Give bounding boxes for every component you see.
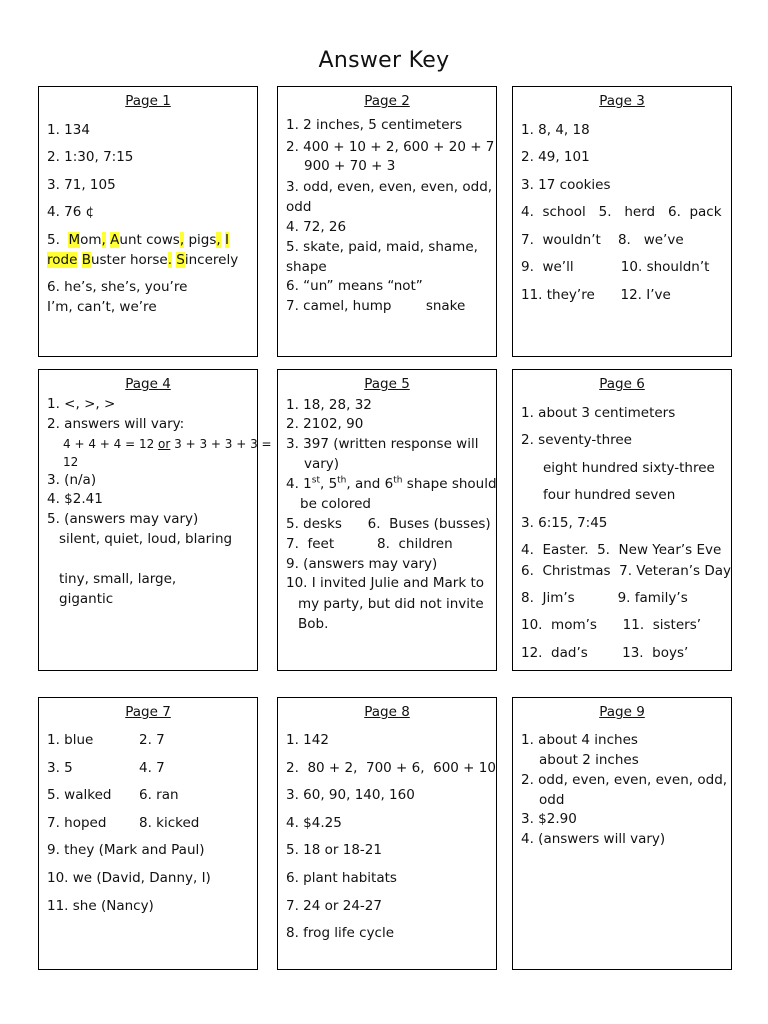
superscript: th (337, 475, 347, 486)
answer-line: 1. 134 (47, 122, 90, 138)
answer-line: 3. odd, even, even, even, odd, (286, 179, 493, 195)
answer-line: 8. frog life cycle (286, 925, 395, 941)
answer-line: 10. we (David, Danny, I) (47, 870, 211, 886)
answer-line: 9. they (Mark and Paul) (47, 842, 205, 858)
answer-line: 12. dad’s 13. boys’ (521, 645, 689, 661)
answer-line: 8. Jim’s 9. family’s (521, 590, 688, 606)
answer-line: Bob. (298, 616, 329, 632)
answer-line: 6. he’s, she’s, you’re (47, 279, 188, 295)
box-heading: Page 9 (599, 704, 645, 720)
box-heading: Page 7 (125, 704, 171, 720)
answer-line: 5. walked (47, 787, 112, 803)
answer-line: 12 (63, 455, 79, 469)
answer-line: gigantic (59, 591, 114, 607)
text: uster horse (90, 252, 168, 268)
answer-line: 7. hoped (47, 815, 107, 831)
answer-line: 10. I invited Julie and Mark to (286, 575, 484, 591)
answer-line: 6. “un” means “not” (286, 278, 423, 294)
highlight: rode (47, 252, 78, 268)
answer-line: 4. 72, 26 (286, 219, 347, 235)
box-heading: Page 3 (599, 93, 645, 109)
answer-line: 6. Christmas 7. Veteran’s Day (521, 563, 732, 579)
answer-line: 4. (answers will vary) (521, 831, 666, 847)
box-heading: Page 5 (364, 376, 410, 392)
answer-line: 1. blue (47, 732, 94, 748)
answer-line: 3. 6:15, 7:45 (521, 515, 608, 531)
answer-line: 900 + 70 + 3 (304, 158, 396, 174)
answer-line-highlighted (47, 232, 229, 248)
text: pigs (184, 232, 217, 248)
answer-box-page-3 (512, 86, 732, 357)
answer-line: 4. 7 (139, 760, 165, 776)
answer-line: about 2 inches (539, 752, 639, 768)
text: unt cows (119, 232, 180, 248)
answer-line: eight hundred sixty-three (543, 460, 715, 476)
box-heading: Page 4 (125, 376, 171, 392)
box-heading: Page 2 (364, 93, 410, 109)
text: 5. (47, 232, 69, 248)
highlight: , (179, 232, 185, 248)
answer-line: 2. odd, even, even, even, odd, (521, 772, 728, 788)
answer-line: 11. she (Nancy) (47, 898, 154, 914)
box-heading: Page 1 (125, 93, 171, 109)
answer-line: 3. 17 cookies (521, 177, 611, 193)
answer-line: I’m, can’t, we’re (47, 299, 157, 315)
box-heading: Page 6 (599, 376, 645, 392)
text: , 5 (319, 476, 338, 492)
answer-line: 2. 7 (139, 732, 165, 748)
answer-line: 2. 400 + 10 + 2, 600 + 20 + 7 (286, 139, 495, 155)
answer-box-page-2 (277, 86, 497, 357)
answer-line: 3. (n/a) (47, 472, 97, 488)
answer-line: 1. 18, 28, 32 (286, 397, 372, 413)
answer-line: silent, quiet, loud, blaring (59, 531, 233, 547)
answer-line: 4. 76 ¢ (47, 204, 95, 220)
answer-line: 3. 5 (47, 760, 73, 776)
answer-line: 5. 18 or 18-21 (286, 842, 382, 858)
answer-box-page-8 (277, 697, 497, 970)
answer-line: 4. school 5. herd 6. pack (521, 204, 722, 220)
highlight: , (216, 232, 221, 248)
answer-line: 2. 80 + 2, 700 + 6, 600 + 10 (286, 760, 496, 776)
answer-line: 2. seventy-three (521, 432, 632, 448)
highlight: , (101, 232, 106, 248)
answer-box-page-1 (38, 86, 258, 357)
highlight: . (167, 252, 172, 268)
answer-line: 7. wouldn’t 8. we’ve (521, 232, 684, 248)
answer-line: vary) (304, 456, 340, 472)
text: shape should (402, 476, 497, 492)
superscript: th (393, 475, 403, 486)
answer-line: 1. about 4 inches (521, 732, 638, 748)
text: incerely (184, 252, 239, 268)
answer-line: 9. we’ll 10. shouldn’t (521, 259, 710, 275)
highlight: S (176, 252, 185, 268)
answer-line: 1. 8, 4, 18 (521, 122, 590, 138)
answer-line: 3. $2.90 (521, 811, 577, 827)
answer-line: 1. about 3 centimeters (521, 405, 676, 421)
text: , and 6 (346, 476, 394, 492)
answer-line: shape (286, 259, 327, 275)
answer-line: 3. 60, 90, 140, 160 (286, 787, 415, 803)
answer-line: odd (286, 199, 312, 215)
answer-line: 2. 1:30, 7:15 (47, 149, 134, 165)
text: 4. 1 (286, 476, 312, 492)
answer-line: 9. (answers may vary) (286, 556, 438, 572)
answer-box-page-5 (277, 369, 497, 671)
answer-line: 6. plant habitats (286, 870, 397, 886)
answer-line: 8. kicked (139, 815, 200, 831)
box-heading: Page 8 (364, 704, 410, 720)
answer-line: 1. 142 (286, 732, 329, 748)
answer-line: be colored (300, 496, 371, 512)
answer-line: 7. 24 or 24-27 (286, 898, 382, 914)
answer-line: 7. camel, hump snake (286, 298, 466, 314)
answer-line: 6. ran (139, 787, 179, 803)
highlight: B (81, 252, 91, 268)
answer-line-highlighted (47, 252, 238, 268)
answer-line: four hundred seven (543, 487, 676, 503)
answer-line: 2. 2102, 90 (286, 416, 364, 432)
answer-line: 2. answers will vary: (47, 416, 185, 432)
answer-line: 2. 49, 101 (521, 149, 590, 165)
answer-line: 5. (answers may vary) (47, 511, 199, 527)
answer-line: 4. $2.41 (47, 491, 103, 507)
answer-box-page-6 (512, 369, 732, 671)
answer-line (63, 436, 272, 452)
answer-line: 5. skate, paid, maid, shame, (286, 239, 478, 255)
answer-box-page-4 (38, 369, 272, 671)
answer-line: 7. feet 8. children (286, 536, 453, 552)
highlight: A (110, 232, 120, 248)
answer-line: 1. 2 inches, 5 centimeters (286, 117, 463, 133)
answer-line: 3. 71, 105 (47, 177, 116, 193)
text: 3 + 3 + 3 + 3 = (170, 437, 272, 451)
answer-box-page-7 (38, 697, 258, 970)
answer-line: 10. mom’s 11. sisters’ (521, 617, 702, 633)
answer-line: 11. they’re 12. I’ve (521, 287, 671, 303)
text-underlined: or (158, 437, 171, 451)
answer-line: odd (539, 792, 565, 808)
answer-line: tiny, small, large, (59, 571, 177, 587)
highlight: M (68, 232, 81, 248)
superscript: st (311, 475, 320, 486)
answer-box-page-9 (512, 697, 732, 970)
page-title: Answer Key (318, 48, 450, 73)
answer-line: 1. <, >, > (47, 396, 116, 412)
answer-line: 4. $4.25 (286, 815, 342, 831)
answer-line: 4. Easter. 5. New Year’s Eve (521, 542, 722, 558)
text: om (80, 232, 102, 248)
answer-line (286, 476, 497, 492)
highlight: I (224, 232, 229, 248)
answer-line: my party, but did not invite (298, 596, 484, 612)
answer-line: 5. desks 6. Buses (busses) (286, 516, 491, 532)
text: 4 + 4 + 4 = 12 (63, 437, 159, 451)
answer-line: 3. 397 (written response will (286, 436, 479, 452)
